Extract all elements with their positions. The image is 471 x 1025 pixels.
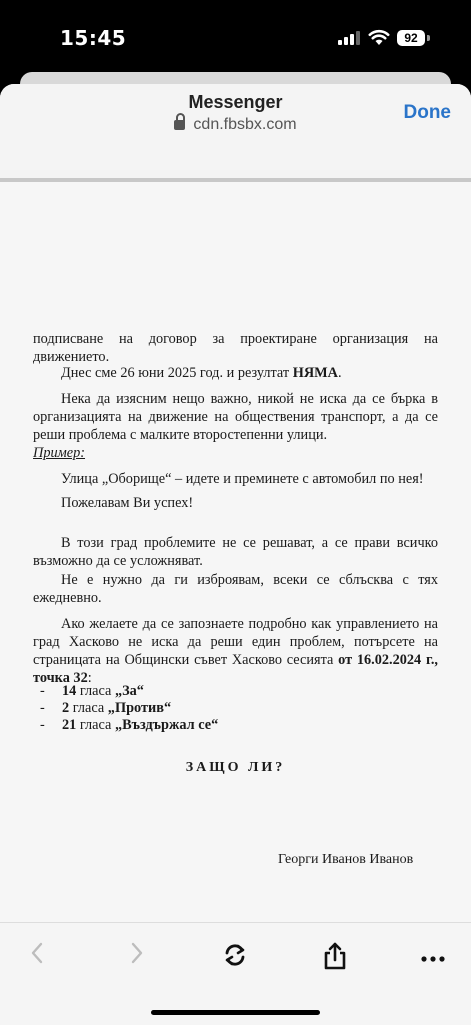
refresh-icon[interactable]	[220, 941, 250, 971]
status-bar	[0, 0, 471, 70]
home-indicator	[151, 1010, 320, 1015]
lock-icon	[174, 120, 185, 130]
paragraph-everyday: Не е нужно да ги изброявам, всеки се сблъсква с тях ежедневно.	[33, 572, 438, 606]
vote-item: - 2 гласа „Против“	[40, 700, 172, 716]
vote-item: - 14 гласа „За“	[40, 683, 144, 699]
page-title: Messenger	[188, 92, 283, 112]
status-time: 15:45	[60, 26, 127, 50]
votes-list	[40, 682, 218, 733]
paragraph-clarify: Нека да изясним нещо важно, никой не иска да се бърка в организацията на движение на обществения транспорт, а да се реши проблема с малките второстепенни улици.	[33, 391, 438, 443]
vote-item: - 21 гласа „Въздържал се“	[40, 717, 219, 733]
example-label: Пример:	[33, 445, 86, 461]
bottom-toolbar	[0, 922, 471, 1025]
signature: Георги Иванов Иванов	[278, 852, 414, 867]
url-text: cdn.fbsbx.com	[193, 116, 297, 133]
cellular-signal-icon	[338, 31, 360, 45]
url-bar[interactable]	[0, 116, 471, 134]
document-page	[0, 182, 471, 922]
paragraph-contract: подписване на договор за проектиране организация на движението.	[33, 331, 438, 365]
more-icon[interactable]	[418, 941, 448, 971]
battery-tip	[427, 35, 430, 41]
question-heading: ЗАЩО ЛИ?	[185, 760, 286, 775]
paragraph-street: Улица „Оборище“ – идете и преминете с автомобил по нея!	[61, 471, 424, 487]
back-icon[interactable]	[22, 941, 52, 971]
done-button[interactable]: Done	[403, 102, 451, 123]
wifi-icon	[368, 28, 390, 46]
sheet-header	[0, 84, 471, 184]
paragraph-wish: Пожелавам Ви успех!	[61, 495, 194, 511]
share-icon[interactable]	[320, 941, 350, 971]
battery-icon: 92	[397, 30, 425, 46]
paragraph-session: Ако желаете да се запознаете подробно как управлението на град Хасково не иска да реши един проблем, потърсете на страницата на Общински съвет Хасково сесията от 16.02.2024 г., точка 32:	[33, 616, 438, 686]
paragraph-date: Днес сме 26 юни 2025 год. и резултат НЯМА.	[61, 365, 342, 381]
forward-icon[interactable]	[122, 941, 152, 971]
paragraph-problems: В този град проблемите не се решават, а се прави всичко възможно да се усложняват.	[33, 535, 438, 569]
result-none: НЯМА	[292, 365, 338, 381]
session-reference: от 16.02.2024 г., точка 32	[33, 652, 438, 686]
browser-sheet	[0, 84, 471, 1024]
